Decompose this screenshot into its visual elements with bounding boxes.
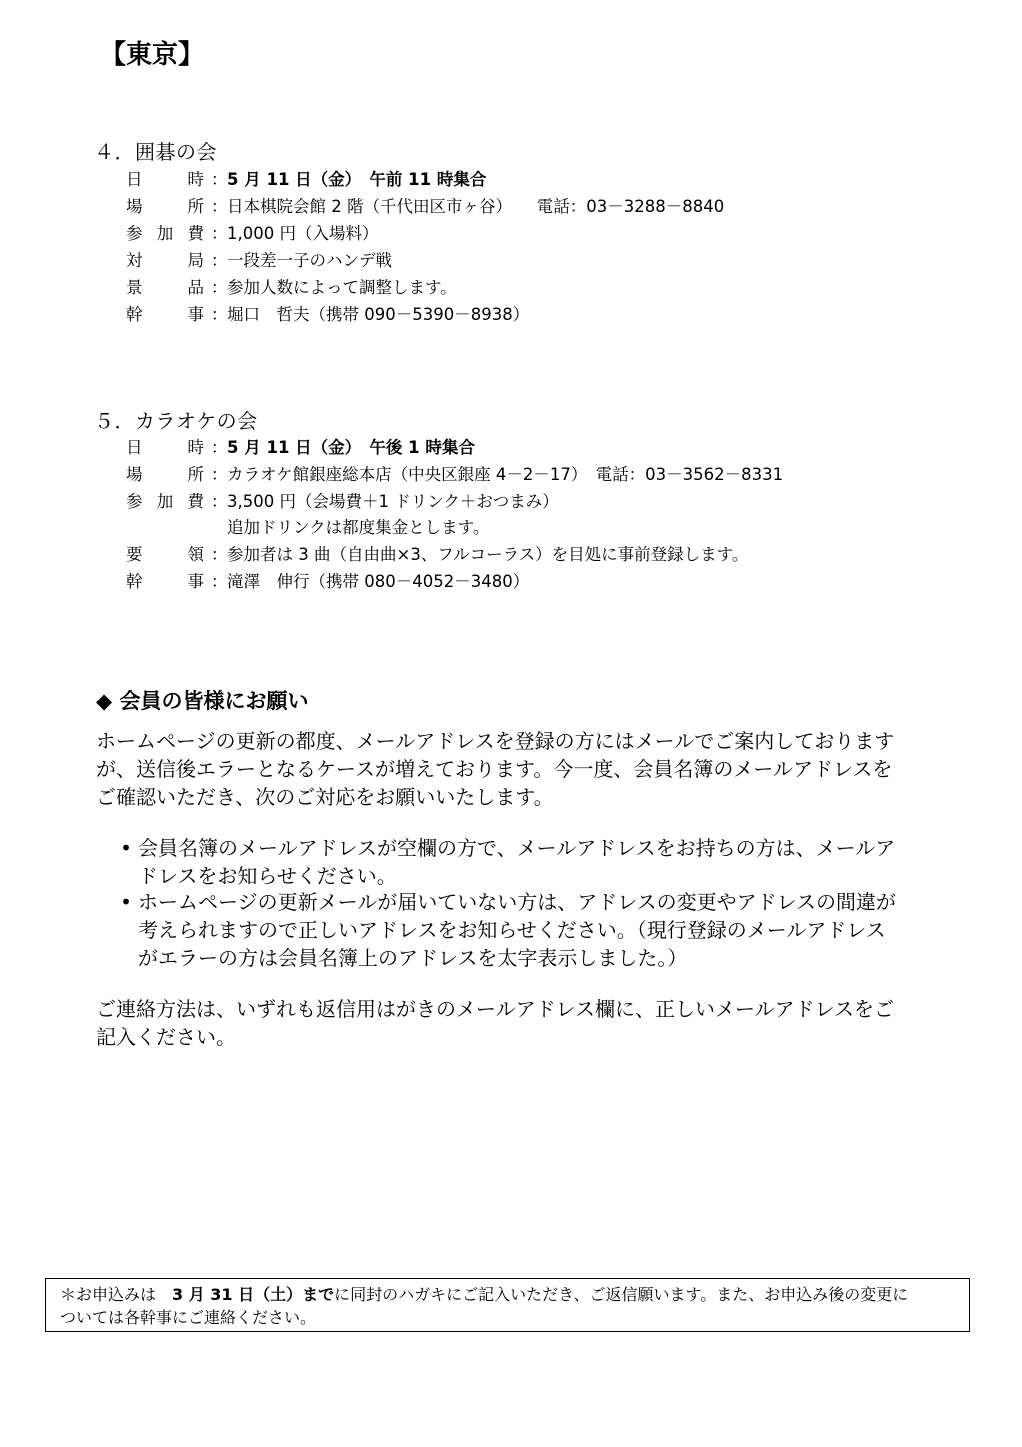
bullet-icon: • bbox=[120, 836, 132, 860]
row-label: 要 領 bbox=[126, 545, 204, 564]
notice-bullet: • 会員名簿のメールアドレスが空欄の方で、メールアドレスをお持ちの方は、メールア ドレスをお知らせください。 bbox=[116, 834, 895, 890]
row-label: 幹 事 bbox=[126, 305, 204, 324]
section-title-karaoke: ５．カラオケの会 bbox=[94, 409, 258, 433]
row-label: 場 所 bbox=[126, 197, 204, 216]
section-title-go: ４．囲碁の会 bbox=[94, 140, 217, 164]
row-label: 参 加 費 bbox=[126, 492, 204, 511]
row-value: 参加者は 3 曲（自由曲×3、フルコーラス）を目処に事前登録します。 bbox=[227, 545, 749, 564]
row-label: 幹 事 bbox=[126, 572, 204, 591]
row-value: 堀口 哲夫（携帯 090－5390－8938） bbox=[227, 305, 530, 324]
row-label: 日 時 bbox=[126, 170, 204, 189]
notice-bullet: • ホームページの更新メールが届いていない方は、アドレスの変更やアドレスの間違が 考えられますので正しいアドレスをお知らせください。（現行登録のメールアドレス がエラーの方は会員名簿上のアドレスを太字表示しました。） bbox=[116, 888, 896, 972]
notice-closing: ご連絡方法は、いずれも返信用はがきのメールアドレス欄に、正しいメールアドレスをご 記入ください。 bbox=[96, 997, 894, 1049]
footnote-line2: ついては各幹事にご連絡ください。 bbox=[60, 1308, 317, 1327]
row-value: 一段差一子のハンデ戦 bbox=[227, 251, 392, 270]
row-label: 日 時 bbox=[126, 438, 204, 457]
bullet-icon: • bbox=[120, 890, 132, 914]
footnote-prefix: ＊お申込みは bbox=[60, 1285, 173, 1304]
row-label: 対 局 bbox=[126, 251, 204, 270]
notice-intro: ホームページの更新の都度、メールアドレスを登録の方にはメールでご案内しております が、送信後エラーとなるケースが増えております。今一度、会員名簿のメールアドレスを ご確認いただき、次のご対応をお願いいたします。 bbox=[96, 729, 895, 809]
row-value: 5 月 11 日（金） 午前 11 時集合 bbox=[227, 170, 487, 189]
row-label: 場 所 bbox=[126, 465, 204, 484]
row-value: 追加ドリンクは都度集金とします。 bbox=[227, 518, 490, 537]
footnote-text: に同封のハガキにご記入いただき、ご返信願います。また、お申込み後の変更に bbox=[334, 1285, 909, 1304]
row-value: 3,500 円（会場費＋1 ドリンク＋おつまみ） bbox=[227, 492, 559, 511]
row-value: 滝澤 伸行（携帯 080－4052－3480） bbox=[227, 572, 530, 591]
row-value: 参加人数によって調整します。 bbox=[227, 278, 457, 297]
row-value: 5 月 11 日（金） 午後 1 時集合 bbox=[227, 438, 475, 457]
row-label: 景 品 bbox=[126, 278, 204, 297]
footnote-deadline: 3 月 31 日（土）まで bbox=[172, 1285, 335, 1304]
footnote-box bbox=[45, 1278, 970, 1332]
notice-title: ◆ 会員の皆様にお願い bbox=[96, 689, 309, 713]
row-value: カラオケ館銀座総本店（中央区銀座 4－2－17） 電話：03－3562－8331 bbox=[227, 465, 784, 484]
row-value: 日本棋院会館 2 階（千代田区市ヶ谷） 電話：03－3288－8840 bbox=[227, 197, 725, 216]
row-label: 参 加 費 bbox=[126, 224, 204, 243]
region-heading: 【東京】 bbox=[100, 40, 205, 70]
row-value: 1,000 円（入場料） bbox=[227, 224, 379, 243]
